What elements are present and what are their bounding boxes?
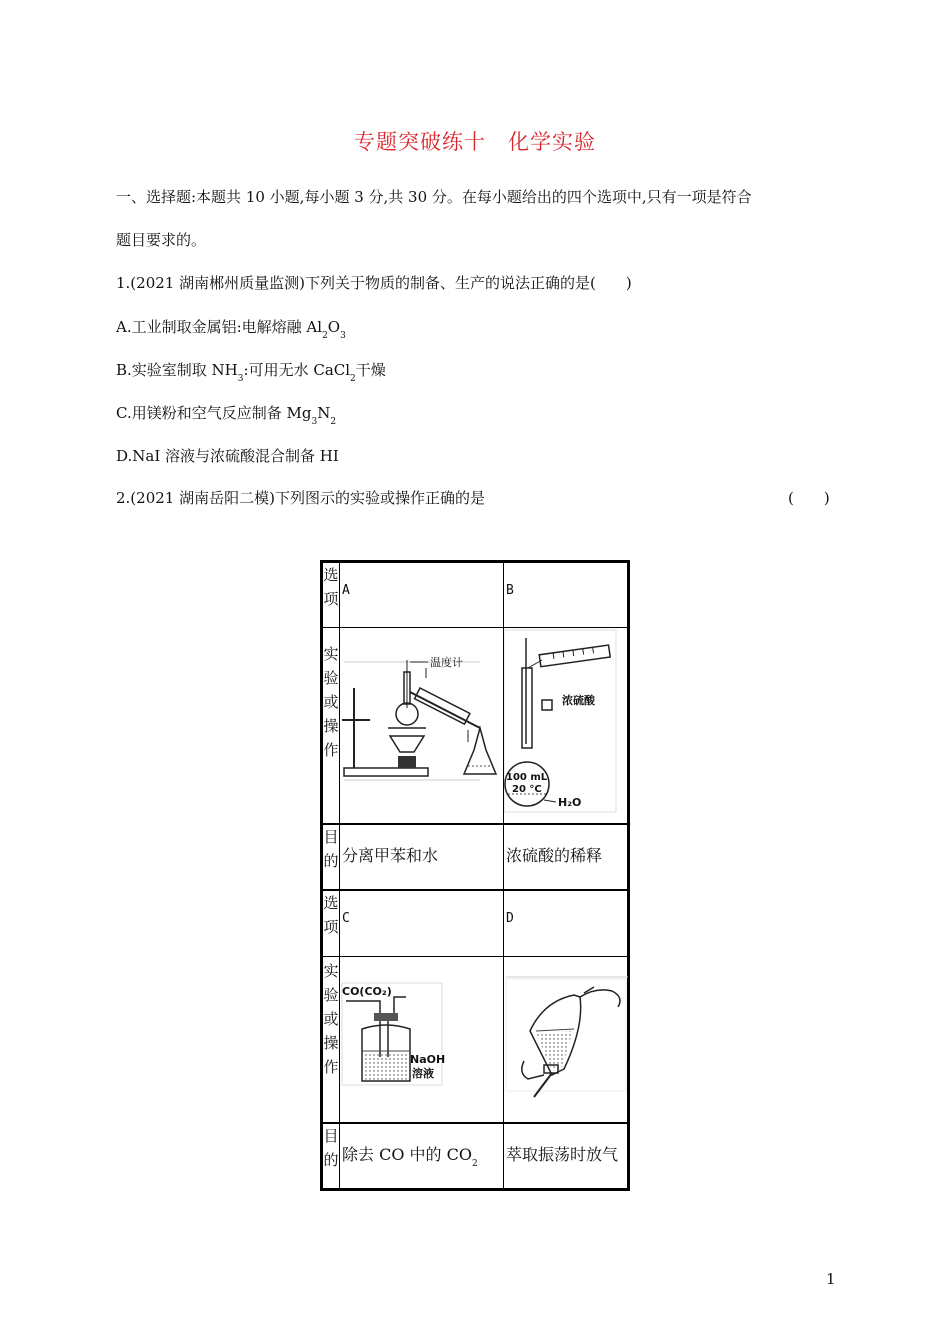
figure-d-separatory-funnel: [504, 957, 629, 1124]
water-label: H₂O: [558, 796, 582, 810]
gas-washing-bottle-figure: [340, 957, 500, 1117]
question-2-stem: 2.(2021 湖南岳阳二模)下列图示的实验或操作正确的是: [116, 489, 485, 507]
option-c-letter: C: [342, 911, 350, 927]
answer-parentheses: ( ): [788, 489, 830, 507]
figure-c-gas-washing: [340, 957, 504, 1124]
option-a-letter: A: [342, 583, 350, 598]
option-b-letter: B: [506, 583, 514, 598]
section-instruction-line2: 题目要求的。: [116, 231, 207, 249]
purpose-c: 除去 CO 中的 $CO_2$: [342, 1145, 478, 1170]
label-operation-1: 实验或操作: [322, 628, 340, 824]
q1-option-d: D.NaI 溶液与浓硫酸混合制备 HI: [116, 447, 339, 465]
thermometer-label: 温度计: [430, 656, 463, 670]
temperature-label: 20 °C: [512, 784, 542, 796]
q1-option-a: A.工业制取金属铝:电解熔融 $Al_2O_3$: [116, 318, 346, 341]
section-instruction-line1: 一、选择题:本题共 10 小题,每小题 3 分,共 30 分。在每小题给出的四个选项中,只有一项是符合: [116, 188, 752, 206]
purpose-a: 分离甲苯和水: [342, 846, 439, 866]
conc-sulfuric-label: 浓硫酸: [562, 694, 595, 708]
volumetric-flask-figure: [504, 628, 624, 818]
question-1-stem: 1.(2021 湖南郴州质量监测)下列关于物质的制备、生产的说法正确的是( ): [116, 274, 632, 292]
label-option-1: 选项: [322, 562, 340, 628]
page-number: 1: [826, 1270, 836, 1288]
q1-option-b: B.实验室制取 $NH_3$:可用无水 CaCl$_2$干燥: [116, 361, 386, 384]
purpose-d: 萃取振荡时放气: [506, 1145, 619, 1165]
co-co2-label: CO(CO₂): [342, 985, 392, 999]
figure-b-dilution: [504, 628, 629, 824]
solution-label: 溶液: [412, 1067, 434, 1081]
naoh-label: NaOH: [410, 1053, 446, 1067]
volume-label: 100 mL: [506, 772, 548, 784]
label-operation-2: 实验或操作: [322, 957, 340, 1124]
page-title: 专题突破练十 化学实验: [354, 130, 596, 154]
options-table: [320, 560, 630, 1191]
separatory-funnel-figure: [504, 957, 628, 1117]
purpose-b: 浓硫酸的稀释: [506, 846, 603, 866]
distillation-apparatus-figure: [340, 628, 500, 818]
q1-option-c: C.用镁粉和空气反应制备 $Mg_3N_2$: [116, 404, 337, 427]
label-purpose-1: 目的: [322, 824, 340, 890]
label-purpose-2: 目的: [322, 1123, 340, 1189]
label-option-2: 选项: [322, 890, 340, 956]
figure-a-distillation: [340, 628, 504, 824]
option-d-letter: D: [506, 911, 514, 927]
